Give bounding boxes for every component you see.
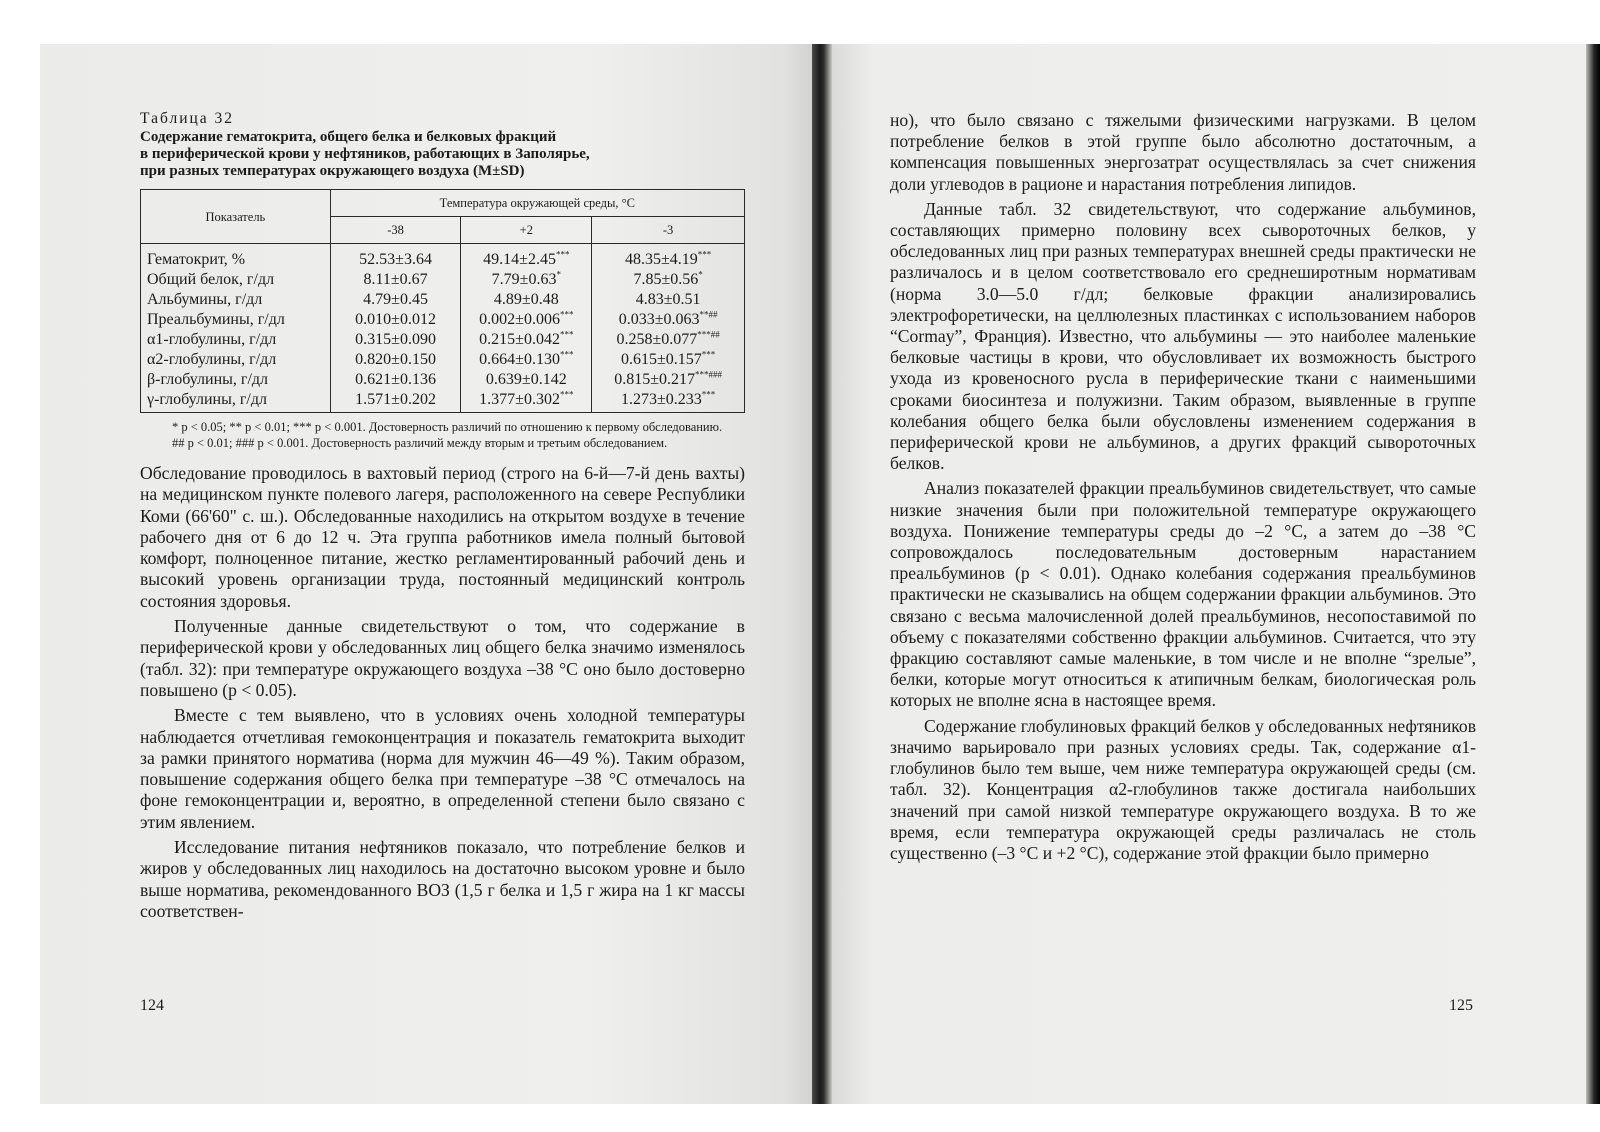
row-label-text: Альбумины, г/дл [147,291,263,308]
column-header: -3 [592,217,745,244]
significance-marker: *** [701,349,716,360]
significance-marker: *** [559,309,574,320]
paragraph: Обследование проводилось в вахтовый период (строго на 6-й—7-й день вахты) на медицинском пункте полевого лагеря, расположенного на севере Республики Коми (66'60" с. ш.). Обследованные находились на открытом воздухе в течение рабочего дня от 6 до 12 ч. Эта группа работников имела полный бытовой комфорт, полноценное питание, жестко регламентированный рабочий день и высокий уровень организации труда, постоянный медицинский контроль состояния здоровья. [140,463,745,611]
book-gutter [812,44,832,1104]
value-text: 0.010±0.012 [355,311,436,328]
row-label-text: γ-глобулины, г/дл [147,391,267,408]
value-text: 4.79±0.45 [363,291,428,308]
data-table [140,189,745,413]
value-text: 1.273±0.233 [620,391,702,408]
value-cell [592,290,745,310]
row-label-text: Гематокрит, % [147,251,246,268]
value-cell [461,290,592,310]
paragraph: Содержание глобулиновых фракций белков у обследованных нефтяников значимо варьировало при разных условиях среды. Так, содержание α1-глобулинов было тем выше, чем ниже температура окружающей среды (см. табл. 32). Концентрация α2-глобулинов также достигала наибольших значений при самой низкой температуре окружающего воздуха. В то же время, если температура окружающей среды различалась не столь существенно (–3 °С и +2 °С), содержание этой фракции было примерно [890,715,1476,863]
value-cell [592,330,745,350]
left-page-content [140,110,745,922]
value-cell [330,390,461,413]
table-footnotes [140,419,745,451]
value-cell [461,390,592,413]
significance-marker: * [556,269,561,280]
row-label [141,330,331,350]
footnote-significance-first: * p < 0.05; ** p < 0.01; *** p < 0.001. Достоверность различий по отношению к первому обследованию. [172,420,723,434]
value-text: 49.14±2.45 [483,251,556,268]
table-row [141,244,745,271]
significance-marker: *** [701,389,716,400]
value-text: 0.615±0.157 [620,351,702,368]
paragraph: Исследование питания нефтяников показало, что потребление белков и жиров у обследованных лиц находилось на достаточно высоком уровне и было выше норматива, рекомендованного ВОЗ (1,5 г белка и 1,5 г жира на 1 кг массы соответствен- [140,837,745,921]
table-row [141,290,745,310]
row-label-text: α2-глобулины, г/дл [147,351,277,368]
value-cell [330,310,461,330]
row-label [141,290,331,310]
value-text: 7.85±0.56 [633,271,699,288]
row-label-text: Преальбумины, г/дл [147,311,285,328]
paragraph: Анализ показателей фракции преальбуминов свидетельствует, что самые низкие значения были при положительной температуре окружающего воздуха. Понижение температуры среды до –2 °С, а затем до –38 °С сопровождалось последовательным достоверным нарастанием преальбуминов (p < 0.01). Однако колебания содержания преальбуминов практически не сказывались на общем содержании фракции альбуминов. Это связано с весьма малочисленной долей преальбуминов, несопоставимой по объему с показателями собственно фракции альбуминов. Считается, что эту фракцию составляют самые маленькие, в том числе и не вполне “зрелые”, белки, которые могут относиться к атипичным белкам, биологическая роль которых не вполне ясна в настоящее время. [890,478,1476,711]
value-text: 4.83±0.51 [635,291,701,308]
paragraph: Вместе с тем выявлено, что в условиях очень холодной температуры наблюдается отчетливая гемоконцентрация и показатель гематокрита выходит за рамки принятого норматива (норма для мужчин 46—49 %). Таким образом, повышение содержания общего белка при температуре –38 °С отмечалось на фоне гемоконцентрации и, вероятно, в определенной степени было связано с этим явлением. [140,705,745,832]
significance-marker: ***### [695,369,722,380]
right-page-content [890,110,1476,864]
significance-marker: *** [559,389,574,400]
left-body-text [140,463,745,922]
column-header: -38 [330,217,461,244]
value-cell [592,390,745,413]
value-text: 8.11±0.67 [363,271,428,288]
row-label [141,270,331,290]
value-cell [461,244,592,271]
page-edge [1586,44,1600,1104]
paragraph: но), что было связано с тяжелыми физическими нагрузками. В целом потребление белков в этой группе было абсолютно достаточным, а компенсация повышенных энергозатрат осуществлялась за счет снижения доли углеводов в рационе и нарастания потребления липидов. [890,110,1476,194]
row-label [141,370,331,390]
table-title [140,129,745,180]
row-label [141,350,331,370]
value-cell [592,370,745,390]
value-cell [461,330,592,350]
value-text: 52.53±3.64 [359,251,432,268]
value-cell [330,350,461,370]
row-label [141,310,331,330]
page-number-left: 124 [140,997,164,1014]
value-text: 4.89±0.48 [493,291,559,308]
table-row [141,310,745,330]
table-title-line: в периферической крови у нефтяников, работающих в Заполярье, [140,146,590,162]
table-row [141,370,745,390]
value-text: 7.79±0.63 [491,271,557,288]
column-header: +2 [461,217,592,244]
value-text: 0.621±0.136 [355,371,436,388]
value-text: 0.815±0.217 [614,371,695,388]
row-label-text: β-глобулины, г/дл [147,371,269,388]
significance-marker: *** [559,329,574,340]
value-text: 0.315±0.090 [355,331,436,348]
value-cell [330,330,461,350]
value-cell [330,370,461,390]
value-cell [330,270,461,290]
value-text: 0.664±0.130 [479,351,560,368]
value-cell [461,310,592,330]
value-cell [461,370,592,390]
header-indicator: Показатель [141,190,331,244]
value-text: 1.377±0.302 [479,391,560,408]
table-title-line: при разных температурах окружающего воздуха (M±SD) [140,163,525,179]
value-cell [592,244,745,271]
row-label-text: α1-глобулины, г/дл [147,331,277,348]
significance-marker: **## [699,309,718,320]
row-label [141,244,331,271]
right-body-text [890,110,1476,864]
value-text: 0.215±0.042 [479,331,560,348]
table-title-line: Содержание гематокрита, общего белка и белковых фракций [140,129,557,145]
value-cell [330,290,461,310]
paragraph: Полученные данные свидетельствуют о том, что содержание в периферической крови у обследованных лиц общего белка значимо изменялось (табл. 32): при температуре окружающего воздуха –38 °С оно было достоверно повышено (p < 0.05). [140,616,745,700]
significance-marker: *** [555,249,570,260]
header-temperature: Температура окружающей среды, °С [330,190,744,217]
value-text: 0.033±0.063 [618,311,700,328]
value-cell [592,350,745,370]
table-row [141,350,745,370]
table-row [141,330,745,350]
row-label [141,390,331,413]
significance-marker: *** [559,349,574,360]
footnote-significance-second: ## p < 0.01; ### p < 0.001. Достоверность различий между вторым и третьим обследованием. [172,436,668,450]
table-row [141,390,745,413]
table-caption: Таблица 32 [140,110,235,127]
value-cell [330,244,461,271]
value-text: 48.35±4.19 [624,251,698,268]
value-text: 0.258±0.077 [616,331,698,348]
value-cell [461,350,592,370]
value-cell [461,270,592,290]
significance-marker: ***## [697,329,720,340]
value-cell [592,270,745,290]
table-row [141,270,745,290]
paragraph: Данные табл. 32 свидетельствуют, что содержание альбуминов, составляющих примерно половину всех сывороточных белков, у обследованных лиц при разных температурах внешней среды практически не различалось и в целом соответствовало его среднеширотным нормативам (норма 3.0—5.0 г/дл; белковые фракции анализировались электрофоретически, на целлюлезных пластинках с использованием наборов “Cormay”, Франция). Известно, что альбумины — это наиболее маленькие белковые частицы в крови, что обусловливает их возможность быстрого ухода из кровеносного русла в периферические ткани с наименьшими сроками биосинтеза и полужизни. Таким образом, выявленные в группе колебания общего белка были обусловлены изменением содержания в периферической крови не альбуминов, а других фракций сывороточных белков. [890,198,1476,474]
value-cell [592,310,745,330]
page-number-right: 125 [1449,997,1473,1014]
row-label-text: Общий белок, г/дл [147,271,275,288]
value-text: 1.571±0.202 [355,391,436,408]
value-text: 0.002±0.006 [479,311,560,328]
significance-marker: * [698,269,703,280]
value-text: 0.639±0.142 [485,371,567,388]
value-text: 0.820±0.150 [355,351,436,368]
significance-marker: *** [697,249,712,260]
